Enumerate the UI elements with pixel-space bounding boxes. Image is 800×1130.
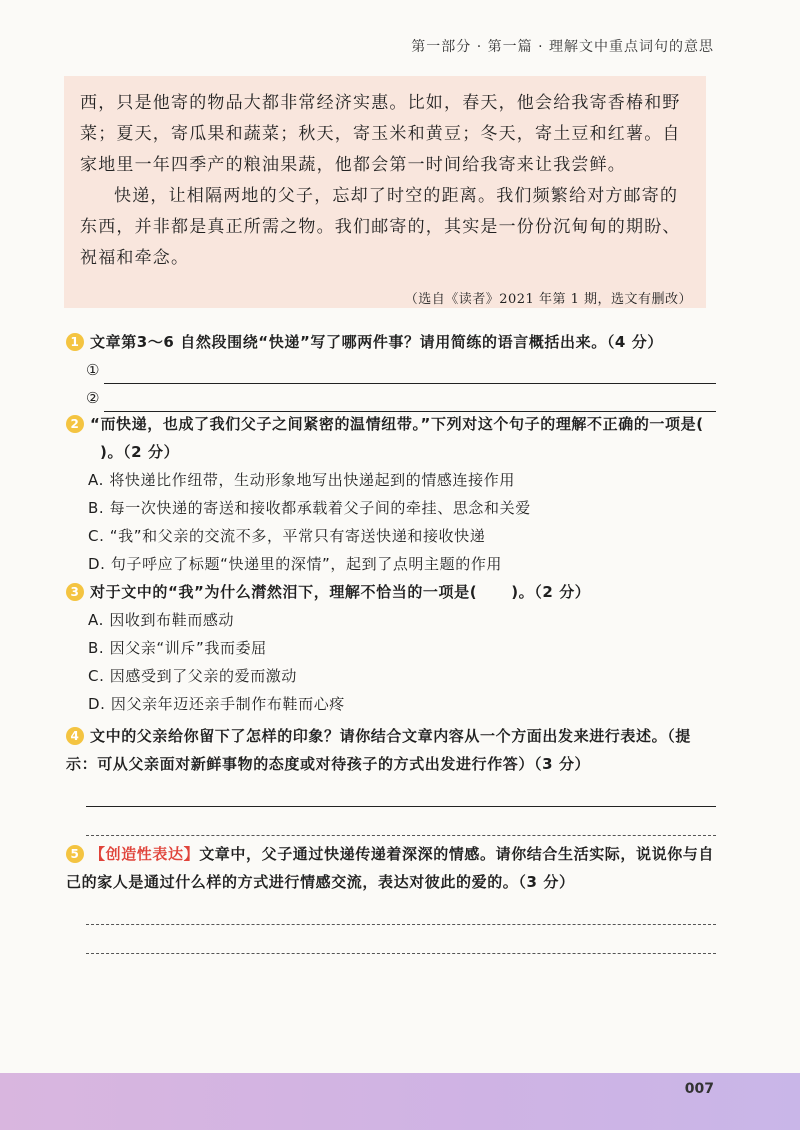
option-b[interactable]: B. 每一次快递的寄送和接收都承载着父子间的牵挂、思念和关爱 — [88, 499, 531, 517]
question-text-end: )。（2 分） — [511, 583, 591, 601]
footer-band — [0, 1073, 800, 1130]
reading-passage — [64, 76, 706, 308]
question-number-badge: 2 — [66, 415, 84, 433]
answer-underline — [104, 363, 716, 384]
question-text: “而快递，也成了我们父子之间紧密的温情纽带。”下列对这个句子的理解不正确的一项是( — [90, 415, 704, 433]
option-a[interactable]: A. 因收到布鞋而感动 — [88, 611, 235, 629]
option-a[interactable]: A. 将快递比作纽带，生动形象地写出快递起到的情感连接作用 — [88, 471, 515, 489]
option-d[interactable]: D. 因父亲年迈还亲手制作布鞋而心疼 — [88, 695, 345, 713]
passage-source: （选自《读者》2021 年第 1 期，选文有删改） — [404, 292, 692, 307]
question-text: 对于文中的“我”为什么潸然泪下，理解不恰当的一项是( — [90, 583, 478, 601]
answer-line-2[interactable] — [66, 384, 716, 412]
question-2 — [66, 410, 716, 578]
question-1 — [66, 328, 716, 412]
question-5-prompt — [66, 840, 716, 896]
option-b[interactable]: B. 因父亲“训斥”我而委屈 — [88, 639, 267, 657]
answer-line[interactable] — [86, 778, 716, 807]
question-3 — [66, 578, 716, 718]
passage-paragraph: 西，只是他寄的物品大都非常经济实惠。比如，春天，他会给我寄香椿和野菜；夏天，寄瓜果和蔬菜；秋天，寄玉米和黄豆；冬天，寄土豆和红薯。自家地里一年四季产的粮油果蔬，他都会第一时间给我寄来让我尝鲜。 — [80, 93, 681, 175]
question-number-badge: 1 — [66, 333, 84, 351]
answer-line-dashed[interactable] — [86, 807, 716, 836]
answer-line-1[interactable] — [66, 356, 716, 384]
question-number-badge: 3 — [66, 583, 84, 601]
passage-paragraph: 快递，让相隔两地的父子，忘却了时空的距离。我们频繁给对方邮寄的东西，并非都是真正所需之物。我们邮寄的，其实是一份份沉甸甸的期盼、祝福和牵念。 — [80, 186, 681, 268]
answer-underline — [104, 391, 716, 412]
answer-line-dashed[interactable] — [86, 925, 716, 954]
question-2-prompt — [66, 410, 716, 466]
question-number-badge: 4 — [66, 727, 84, 745]
question-text: 文章中，父子通过快递传递着深深的情感。请你结合生活实际，说说你与自己的家人是通过什么样的方式进行情感交流，表达对彼此的爱的。（3 分） — [66, 845, 715, 891]
option-d[interactable]: D. 句子呼应了标题“快递里的深情”，起到了点明主题的作用 — [88, 555, 503, 573]
answer-line-dashed[interactable] — [86, 896, 716, 925]
option-c[interactable]: C. “我”和父亲的交流不多，平常只有寄送快递和接收快递 — [88, 527, 486, 545]
answer-marker: ① — [86, 361, 101, 379]
question-number-badge: 5 — [66, 845, 84, 863]
question-4 — [66, 722, 716, 836]
page-header-breadcrumb: 第一部分 · 第一篇 · 理解文中重点词句的意思 — [411, 39, 714, 55]
question-tag: 【创造性表达】 — [90, 845, 200, 863]
question-4-prompt — [66, 722, 716, 778]
answer-marker: ② — [86, 389, 101, 407]
question-text-end: )。（2 分） — [100, 443, 180, 461]
page-number: 007 — [684, 1081, 714, 1097]
question-3-prompt — [66, 578, 716, 606]
question-text: 文中的父亲给你留下了怎样的印象？请你结合文章内容从一个方面出发来进行表述。（提示：可从父亲面对新鲜事物的态度或对待孩子的方式出发进行作答）（3 分） — [66, 727, 691, 773]
question-text: 文章第3～6 自然段围绕“快递”写了哪两件事？请用简练的语言概括出来。（4 分） — [90, 333, 663, 351]
question-5 — [66, 840, 716, 954]
option-c[interactable]: C. 因感受到了父亲的爱而激动 — [88, 667, 298, 685]
question-1-prompt — [66, 328, 716, 356]
